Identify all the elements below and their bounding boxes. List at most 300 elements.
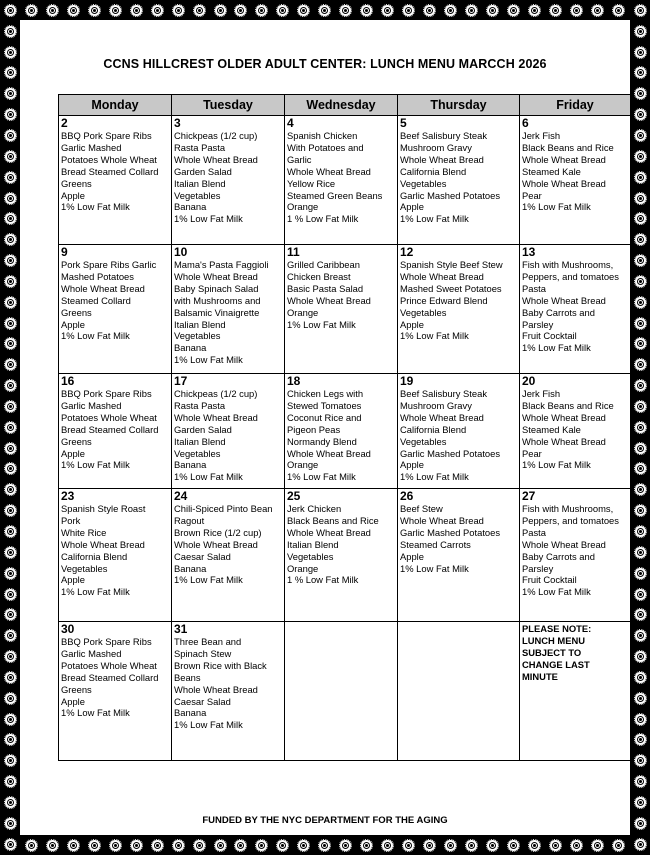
menu-item: Parsley xyxy=(522,318,554,330)
menu-item: Banana xyxy=(174,201,207,213)
menu-item: Balsamic Vinaigrette xyxy=(174,306,260,318)
flower-ornament-icon xyxy=(4,817,17,830)
flower-ornament-icon xyxy=(4,525,17,538)
flower-ornament-icon xyxy=(634,108,647,121)
menu-item: Apple xyxy=(400,318,424,330)
day-number: 23 xyxy=(61,489,75,503)
day-number: 16 xyxy=(61,374,75,388)
menu-item: 1% Low Fat Milk xyxy=(61,330,130,342)
menu-item: Bread Steamed Collard xyxy=(61,165,159,177)
menu-item: 1% Low Fat Milk xyxy=(400,213,469,225)
flower-ornament-icon xyxy=(109,4,122,17)
menu-item: Orange xyxy=(287,306,319,318)
menu-item: Fruit Cocktail xyxy=(522,330,577,342)
menu-item: Caesar Salad xyxy=(174,695,231,707)
menu-item: Vegetables xyxy=(400,306,447,318)
menu-item: Beef Salisbury Steak xyxy=(400,388,488,399)
day-number: 4 xyxy=(287,116,294,130)
flower-ornament-icon xyxy=(507,839,520,852)
flower-ornament-icon xyxy=(634,650,647,663)
day-number: 12 xyxy=(400,245,414,259)
menu-item: Spanish Chicken xyxy=(287,130,358,141)
menu-item: Whole Wheat Bread xyxy=(400,153,484,165)
menu-item: 1% Low Fat Milk xyxy=(174,719,243,731)
flower-ornament-icon xyxy=(634,525,647,538)
flower-ornament-icon xyxy=(214,839,227,852)
weekday-header-row xyxy=(59,95,631,116)
menu-item: BBQ Pork Spare Ribs xyxy=(61,130,152,141)
menu-item: Garlic Mashed Potatoes xyxy=(400,526,501,538)
flower-ornament-icon xyxy=(4,692,17,705)
menu-item: White Rice xyxy=(61,526,107,538)
menu-item: Chicken Legs with xyxy=(287,388,364,399)
flower-ornament-icon xyxy=(360,839,373,852)
flower-ornament-icon xyxy=(549,4,562,17)
week-row xyxy=(59,116,631,245)
menu-item: Garlic Mashed Potatoes xyxy=(400,189,501,201)
menu-item: Peppers, and tomatoes xyxy=(522,270,619,282)
flower-ornament-icon xyxy=(4,462,17,475)
flower-ornament-icon xyxy=(4,629,17,642)
menu-item: 1% Low Fat Milk xyxy=(400,562,469,574)
menu-item: Spinach Stew xyxy=(174,647,232,659)
flower-ornament-icon xyxy=(4,671,17,684)
menu-item: 1% Low Fat Milk xyxy=(522,342,591,354)
menu-item: Whole Wheat Bread xyxy=(522,435,606,447)
flower-ornament-icon xyxy=(423,4,436,17)
menu-item: Pigeon Peas xyxy=(287,423,341,435)
menu-item: Pasta xyxy=(522,282,546,294)
menu-item: Grilled Caribbean xyxy=(287,259,360,270)
menu-item: Brown Rice with Black xyxy=(174,659,267,671)
flower-ornament-icon xyxy=(4,171,17,184)
menu-item: 1% Low Fat Milk xyxy=(174,213,243,225)
menu-item: Spanish Style Roast xyxy=(61,503,146,514)
flower-ornament-icon xyxy=(4,608,17,621)
menu-item: Italian Blend xyxy=(174,435,226,447)
flower-ornament-icon xyxy=(4,775,17,788)
menu-item: Italian Blend xyxy=(174,177,226,189)
menu-item: Apple xyxy=(61,695,85,707)
day-number: 27 xyxy=(522,489,536,503)
menu-item: Coconut Rice and xyxy=(287,411,362,423)
flower-ornament-icon xyxy=(4,108,17,121)
day-number: 26 xyxy=(400,489,414,503)
menu-item: 1% Low Fat Milk xyxy=(174,574,243,586)
menu-item: Mama's Pasta Faggioli xyxy=(174,259,269,270)
flower-ornament-icon xyxy=(381,4,394,17)
flower-ornament-icon xyxy=(591,839,604,852)
menu-item: Steamed Kale xyxy=(522,423,581,435)
menu-item: Banana xyxy=(174,707,207,719)
flower-ornament-icon xyxy=(4,733,17,746)
day-number: 6 xyxy=(522,116,529,130)
flower-ornament-icon xyxy=(4,442,17,455)
menu-item: 1% Low Fat Milk xyxy=(174,354,243,366)
menu-change-note: CHANGE LAST xyxy=(522,658,590,670)
day-cell xyxy=(59,489,172,622)
flower-ornament-icon xyxy=(4,129,17,142)
menu-item: Pasta xyxy=(522,526,546,538)
day-cell xyxy=(398,116,520,245)
menu-item: Chickpeas (1/2 cup) xyxy=(174,388,258,399)
menu-item: 1% Low Fat Milk xyxy=(522,459,591,471)
decorative-border-bottom xyxy=(0,835,650,855)
menu-item: 1% Low Fat Milk xyxy=(287,318,356,330)
flower-ornament-icon xyxy=(634,400,647,413)
flower-ornament-icon xyxy=(634,546,647,559)
menu-item: Chicken Breast xyxy=(287,270,351,282)
flower-ornament-icon xyxy=(4,212,17,225)
flower-ornament-icon xyxy=(549,839,562,852)
flower-ornament-icon xyxy=(130,839,143,852)
flower-ornament-icon xyxy=(402,4,415,17)
menu-item: 1 % Low Fat Milk xyxy=(287,574,359,586)
flower-ornament-icon xyxy=(634,66,647,79)
flower-ornament-icon xyxy=(318,839,331,852)
day-cell xyxy=(285,116,398,245)
flower-ornament-icon xyxy=(4,150,17,163)
menu-item: Beans xyxy=(174,671,201,683)
flower-ornament-icon xyxy=(4,400,17,413)
day-cell xyxy=(520,245,631,374)
menu-item: Pork xyxy=(61,514,81,526)
menu-item: Whole Wheat Bread xyxy=(522,177,606,189)
flower-ornament-icon xyxy=(339,4,352,17)
day-cell xyxy=(59,374,172,489)
day-number: 5 xyxy=(400,116,407,130)
week-row xyxy=(59,374,631,489)
menu-item: Mashed Sweet Potatoes xyxy=(400,282,502,294)
flower-ornament-icon xyxy=(4,233,17,246)
menu-item: Whole Wheat Bread xyxy=(61,282,145,294)
flower-ornament-icon xyxy=(4,296,17,309)
menu-item: California Blend xyxy=(61,550,128,562)
flower-ornament-icon xyxy=(634,462,647,475)
week-row xyxy=(59,622,631,761)
menu-item: Apple xyxy=(61,189,85,201)
flower-ornament-icon xyxy=(634,483,647,496)
menu-item: Whole Wheat Bread xyxy=(174,153,258,165)
menu-item: Baby Carrots and xyxy=(522,306,595,318)
menu-item: 1% Low Fat Milk xyxy=(522,586,591,598)
flower-ornament-icon xyxy=(255,839,268,852)
menu-item: Baby Carrots and xyxy=(522,550,595,562)
flower-ornament-icon xyxy=(634,4,647,17)
flower-ornament-icon xyxy=(4,588,17,601)
menu-item: Vegetables xyxy=(61,562,108,574)
menu-item: Whole Wheat Bread xyxy=(174,683,258,695)
flower-ornament-icon xyxy=(4,358,17,371)
flower-ornament-icon xyxy=(634,442,647,455)
menu-item: Vegetables xyxy=(174,189,221,201)
menu-item: 1% Low Fat Milk xyxy=(61,201,130,213)
menu-item: Garlic Mashed xyxy=(61,399,122,411)
header-tuesday: Tuesday xyxy=(172,95,285,116)
menu-item: Garden Salad xyxy=(174,423,232,435)
flower-ornament-icon xyxy=(634,275,647,288)
flower-ornament-icon xyxy=(634,692,647,705)
day-cell xyxy=(285,245,398,374)
page-title: CCNS HILLCREST OLDER ADULT CENTER: LUNCH MENU MARCCH 2026 xyxy=(103,57,547,71)
menu-item: Apple xyxy=(61,318,85,330)
flower-ornament-icon xyxy=(339,839,352,852)
menu-item: 1 % Low Fat Milk xyxy=(287,213,359,225)
flower-ornament-icon xyxy=(255,4,268,17)
flower-ornament-icon xyxy=(46,4,59,17)
menu-item: Whole Wheat Bread xyxy=(400,411,484,423)
menu-item: Steamed Carrots xyxy=(400,538,471,550)
menu-item: Apple xyxy=(400,201,424,213)
day-cell xyxy=(520,374,631,489)
flower-ornament-icon xyxy=(25,4,38,17)
flower-ornament-icon xyxy=(4,66,17,79)
menu-item: Fruit Cocktail xyxy=(522,574,577,586)
menu-item: Prince Edward Blend xyxy=(400,294,488,306)
flower-ornament-icon xyxy=(634,504,647,517)
menu-item: Garlic Mashed Potatoes xyxy=(400,447,501,459)
menu-item: Beef Salisbury Steak xyxy=(400,130,488,141)
flower-ornament-icon xyxy=(4,192,17,205)
menu-item: Apple xyxy=(400,459,424,471)
flower-ornament-icon xyxy=(151,4,164,17)
flower-ornament-icon xyxy=(634,337,647,350)
flower-ornament-icon xyxy=(4,650,17,663)
menu-item: Greens xyxy=(61,306,92,318)
menu-item: Whole Wheat Bread xyxy=(61,538,145,550)
flower-ornament-icon xyxy=(402,839,415,852)
flower-ornament-icon xyxy=(634,379,647,392)
flower-ornament-icon xyxy=(612,4,625,17)
menu-item: BBQ Pork Spare Ribs xyxy=(61,636,152,647)
menu-item: Banana xyxy=(174,342,207,354)
menu-item: Potatoes Whole Wheat xyxy=(61,411,157,423)
menu-item: Orange xyxy=(287,459,319,471)
menu-item: Spanish Style Beef Stew xyxy=(400,259,503,270)
flower-ornament-icon xyxy=(634,25,647,38)
header-friday: Friday xyxy=(520,95,631,116)
flower-ornament-icon xyxy=(634,421,647,434)
day-number: 24 xyxy=(174,489,188,503)
menu-change-note: PLEASE NOTE: xyxy=(522,623,592,634)
flower-ornament-icon xyxy=(634,796,647,809)
flower-ornament-icon xyxy=(4,317,17,330)
menu-item: Jerk Fish xyxy=(522,130,561,141)
menu-item: 1% Low Fat Milk xyxy=(287,471,356,483)
menu-item: Garlic Mashed xyxy=(61,647,122,659)
day-cell xyxy=(520,489,631,622)
flower-ornament-icon xyxy=(634,129,647,142)
menu-item: Whole Wheat Bread xyxy=(174,270,258,282)
flower-ornament-icon xyxy=(67,4,80,17)
menu-item: Whole Wheat Bread xyxy=(522,538,606,550)
week-row xyxy=(59,489,631,622)
menu-item: Fish with Mushrooms, xyxy=(522,503,614,514)
day-number: 31 xyxy=(174,622,188,636)
menu-item: Stewed Tomatoes xyxy=(287,399,362,411)
menu-item: Steamed Green Beans xyxy=(287,189,383,201)
flower-ornament-icon xyxy=(297,4,310,17)
menu-item: Black Beans and Rice xyxy=(287,514,379,526)
menu-item: Jerk Fish xyxy=(522,388,561,399)
day-cell xyxy=(398,489,520,622)
flower-ornament-icon xyxy=(4,713,17,726)
flower-ornament-icon xyxy=(4,337,17,350)
flower-ornament-icon xyxy=(4,567,17,580)
flower-ornament-icon xyxy=(634,46,647,59)
flower-ornament-icon xyxy=(4,796,17,809)
day-cell xyxy=(59,116,172,245)
menu-change-note: SUBJECT TO xyxy=(522,646,582,658)
menu-change-note: LUNCH MENU xyxy=(522,634,586,646)
menu-item: Greens xyxy=(61,683,92,695)
flower-ornament-icon xyxy=(381,839,394,852)
decorative-border-left xyxy=(0,0,20,855)
day-number: 11 xyxy=(287,245,300,259)
menu-item: Caesar Salad xyxy=(174,550,231,562)
menu-item: 1% Low Fat Milk xyxy=(61,707,130,719)
menu-item: with Mushrooms and xyxy=(174,294,261,306)
menu-item: Banana xyxy=(174,562,207,574)
flower-ornament-icon xyxy=(276,839,289,852)
day-cell xyxy=(172,622,285,761)
day-cell xyxy=(285,374,398,489)
flower-ornament-icon xyxy=(634,171,647,184)
flower-ornament-icon xyxy=(486,839,499,852)
menu-item: Beef Stew xyxy=(400,503,443,514)
flower-ornament-icon xyxy=(507,4,520,17)
menu-item: Whole Wheat Bread xyxy=(400,270,484,282)
day-number: 30 xyxy=(61,622,75,636)
flower-ornament-icon xyxy=(634,87,647,100)
menu-item: Bread Steamed Collard xyxy=(61,671,159,683)
decorative-border-right xyxy=(630,0,650,855)
flower-ornament-icon xyxy=(486,4,499,17)
menu-item: 1% Low Fat Milk xyxy=(61,586,130,598)
flower-ornament-icon xyxy=(634,254,647,267)
menu-item: Whole Wheat Bread xyxy=(287,447,371,459)
flower-ornament-icon xyxy=(4,379,17,392)
day-cell xyxy=(59,622,172,761)
menu-item: Vegetables xyxy=(174,447,221,459)
menu-item: Orange xyxy=(287,201,319,213)
flower-ornament-icon xyxy=(4,4,17,17)
flower-ornament-icon xyxy=(318,4,331,17)
flower-ornament-icon xyxy=(4,838,17,851)
flower-ornament-icon xyxy=(570,4,583,17)
menu-item: Fish with Mushrooms, xyxy=(522,259,614,270)
flower-ornament-icon xyxy=(172,839,185,852)
menu-item: Steamed Collard xyxy=(61,294,131,306)
flower-ornament-icon xyxy=(465,839,478,852)
flower-ornament-icon xyxy=(634,588,647,601)
header-thursday: Thursday xyxy=(398,95,520,116)
menu-item: Orange xyxy=(287,562,319,574)
flower-ornament-icon xyxy=(634,150,647,163)
day-cell xyxy=(285,622,398,761)
flower-ornament-icon xyxy=(634,192,647,205)
menu-item: Basic Pasta Salad xyxy=(287,282,364,294)
menu-item: Whole Wheat Bread xyxy=(400,514,484,526)
flower-ornament-icon xyxy=(634,838,647,851)
day-number: 18 xyxy=(287,374,301,388)
menu-item: Vegetables xyxy=(400,435,447,447)
menu-item: Parsley xyxy=(522,562,554,574)
day-cell xyxy=(398,622,520,761)
week-row xyxy=(59,245,631,374)
flower-ornament-icon xyxy=(444,4,457,17)
flower-ornament-icon xyxy=(297,839,310,852)
flower-ornament-icon xyxy=(67,839,80,852)
flower-ornament-icon xyxy=(634,713,647,726)
menu-item: Mashed Potatoes xyxy=(61,270,134,282)
flower-ornament-icon xyxy=(88,4,101,17)
flower-ornament-icon xyxy=(465,4,478,17)
flower-ornament-icon xyxy=(4,754,17,767)
menu-item: Greens xyxy=(61,435,92,447)
flower-ornament-icon xyxy=(360,4,373,17)
menu-item: Peppers, and tomatoes xyxy=(522,514,619,526)
day-number: 9 xyxy=(61,245,68,259)
menu-item: Banana xyxy=(174,459,207,471)
flower-ornament-icon xyxy=(172,4,185,17)
flower-ornament-icon xyxy=(234,839,247,852)
day-cell xyxy=(59,245,172,374)
menu-item: Whole Wheat Bread xyxy=(287,526,371,538)
flower-ornament-icon xyxy=(634,608,647,621)
day-cell xyxy=(172,489,285,622)
flower-ornament-icon xyxy=(4,254,17,267)
flower-ornament-icon xyxy=(4,504,17,517)
day-number: 25 xyxy=(287,489,301,503)
menu-item: Potatoes Whole Wheat xyxy=(61,659,157,671)
menu-item: Chili-Spiced Pinto Bean xyxy=(174,503,273,514)
menu-item: Brown Rice (1/2 cup) xyxy=(174,526,262,538)
day-number: 13 xyxy=(522,245,536,259)
flower-ornament-icon xyxy=(25,839,38,852)
menu-item: Whole Wheat Bread xyxy=(522,294,606,306)
flower-ornament-icon xyxy=(4,275,17,288)
flower-ornament-icon xyxy=(528,839,541,852)
menu-item: 1% Low Fat Milk xyxy=(400,471,469,483)
flower-ornament-icon xyxy=(634,567,647,580)
flower-ornament-icon xyxy=(109,839,122,852)
menu-item: Steamed Kale xyxy=(522,165,581,177)
flower-ornament-icon xyxy=(634,754,647,767)
day-cell xyxy=(172,116,285,245)
menu-item: Apple xyxy=(61,447,85,459)
menu-item: Whole Wheat Bread xyxy=(287,165,371,177)
flower-ornament-icon xyxy=(4,46,17,59)
menu-item: Mushroom Gravy xyxy=(400,141,472,153)
flower-ornament-icon xyxy=(151,839,164,852)
flower-ornament-icon xyxy=(570,839,583,852)
decorative-border-top xyxy=(0,0,650,20)
menu-item: Pear xyxy=(522,189,542,201)
menu-item: Mushroom Gravy xyxy=(400,399,472,411)
menu-item: Garlic xyxy=(287,153,312,165)
menu-item: Pork Spare Ribs Garlic xyxy=(61,259,157,270)
funding-footer: FUNDED BY THE NYC DEPARTMENT FOR THE AGING xyxy=(202,815,448,826)
menu-item: Rasta Pasta xyxy=(174,141,226,153)
header-monday: Monday xyxy=(59,95,172,116)
day-number: 10 xyxy=(174,245,188,259)
menu-item: Apple xyxy=(400,550,424,562)
menu-item: California Blend xyxy=(400,165,467,177)
menu-item: BBQ Pork Spare Ribs xyxy=(61,388,152,399)
flower-ornament-icon xyxy=(4,421,17,434)
menu-item: Ragout xyxy=(174,514,205,526)
